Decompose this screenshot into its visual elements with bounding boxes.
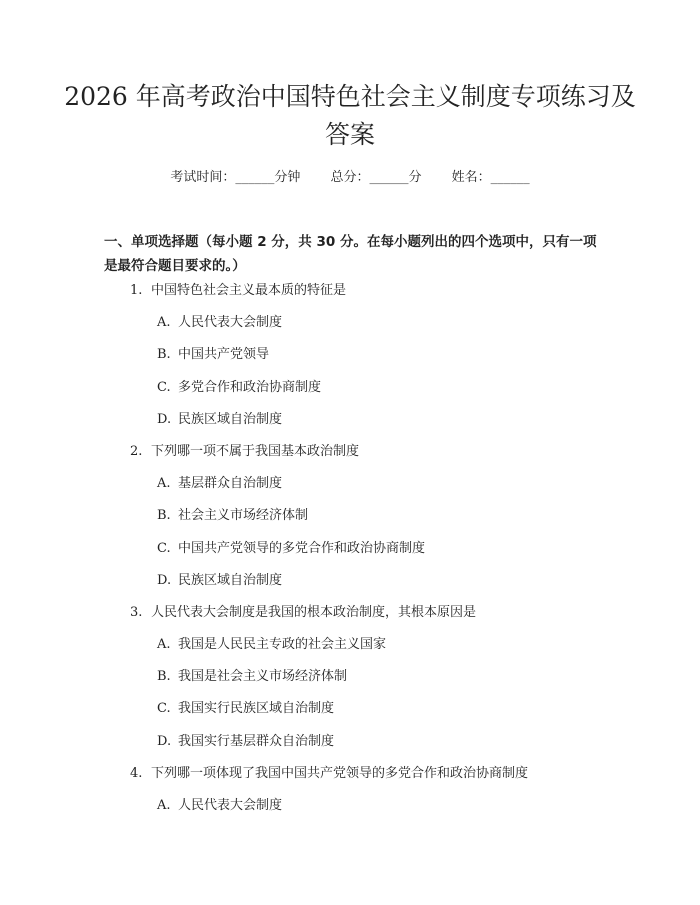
option-text: 我国实行民族区域自治制度 bbox=[178, 701, 335, 717]
question-text: 下列哪一项体现了我国中国共产党领导的多党合作和政治协商制度 bbox=[151, 765, 529, 781]
section-heading: 一、单项选择题（每小题 2 分，共 30 分。在每小题列出的四个选项中，只有一项是最符合题目要求的。） bbox=[104, 234, 597, 274]
option-text: 中国共产党领导的多党合作和政治协商制度 bbox=[178, 540, 426, 556]
option-a bbox=[0, 629, 700, 661]
option-text: 我国是人民民主专政的社会主义国家 bbox=[178, 637, 387, 653]
question-list bbox=[0, 275, 700, 822]
option-letter: A. bbox=[157, 315, 171, 331]
option-b bbox=[0, 500, 700, 532]
option-letter: C. bbox=[157, 540, 171, 556]
question-stem bbox=[0, 436, 700, 468]
option-d bbox=[0, 565, 700, 597]
option-text: 民族区域自治制度 bbox=[178, 572, 283, 588]
option-letter: D. bbox=[157, 733, 172, 749]
option-text: 人民代表大会制度 bbox=[178, 798, 283, 813]
option-d bbox=[0, 404, 700, 436]
question-stem bbox=[0, 758, 700, 790]
option-letter: B. bbox=[157, 508, 171, 524]
student-name-field: 姓名：______ bbox=[451, 170, 530, 185]
question-text: 下列哪一项不属于我国基本政治制度 bbox=[151, 443, 360, 459]
total-score-field: 总分：______分 bbox=[330, 170, 422, 185]
question-number: 3. bbox=[130, 604, 143, 620]
option-letter: A. bbox=[157, 476, 171, 492]
exam-info bbox=[0, 168, 700, 188]
option-b bbox=[0, 339, 700, 371]
option-c bbox=[0, 533, 700, 565]
option-a bbox=[0, 468, 700, 500]
option-text: 我国实行基层群众自治制度 bbox=[178, 733, 335, 749]
option-letter: A. bbox=[157, 637, 171, 653]
question-4 bbox=[0, 758, 700, 822]
question-number: 1. bbox=[130, 283, 143, 298]
question-1 bbox=[0, 275, 700, 436]
option-text: 中国共产党领导 bbox=[178, 347, 270, 363]
question-number: 4. bbox=[130, 765, 143, 781]
question-2 bbox=[0, 436, 700, 597]
option-letter: A. bbox=[157, 798, 171, 813]
question-3 bbox=[0, 597, 700, 758]
option-d bbox=[0, 726, 700, 758]
option-text: 多党合作和政治协商制度 bbox=[178, 379, 322, 395]
question-number: 2. bbox=[130, 443, 143, 459]
question-stem bbox=[0, 275, 700, 307]
option-a bbox=[0, 307, 700, 339]
option-c bbox=[0, 693, 700, 725]
question-text: 人民代表大会制度是我国的根本政治制度，其根本原因是 bbox=[151, 604, 477, 620]
question-text: 中国特色社会主义最本质的特征是 bbox=[151, 283, 347, 298]
option-letter: D. bbox=[157, 572, 172, 588]
option-letter: B. bbox=[157, 347, 171, 363]
option-a bbox=[0, 790, 700, 822]
option-letter: C. bbox=[157, 379, 171, 395]
option-letter: D. bbox=[157, 411, 172, 427]
option-c bbox=[0, 372, 700, 404]
exam-time-field: 考试时间：______分钟 bbox=[170, 170, 301, 185]
option-text: 社会主义市场经济体制 bbox=[178, 508, 309, 524]
option-text: 我国是社会主义市场经济体制 bbox=[178, 669, 348, 685]
question-stem bbox=[0, 597, 700, 629]
option-letter: B. bbox=[157, 669, 171, 685]
option-text: 民族区域自治制度 bbox=[178, 411, 283, 427]
option-letter: C. bbox=[157, 701, 171, 717]
page-title: 2026 年高考政治中国特色社会主义制度专项练习及答案 bbox=[64, 82, 636, 149]
option-b bbox=[0, 661, 700, 693]
option-text: 人民代表大会制度 bbox=[178, 315, 283, 331]
option-text: 基层群众自治制度 bbox=[178, 476, 283, 492]
